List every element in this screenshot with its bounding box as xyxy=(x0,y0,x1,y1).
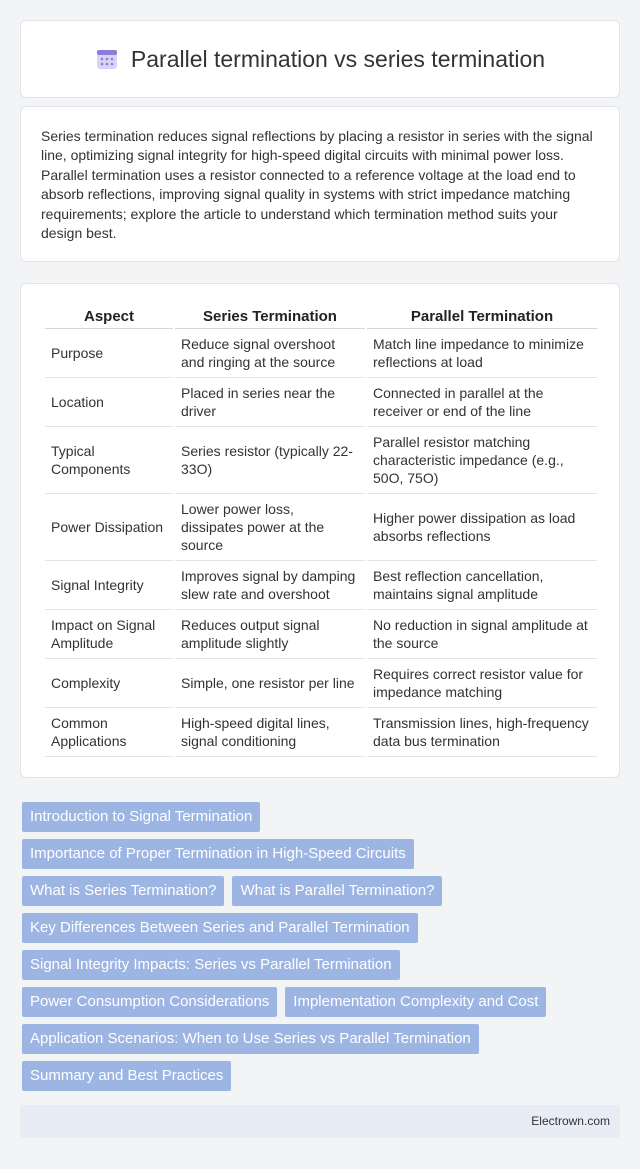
cell-aspect: Typical Components xyxy=(45,427,173,494)
footer-site-name: Electrown.com xyxy=(531,1114,610,1128)
cell-parallel: Transmission lines, high-frequency data bus termination xyxy=(367,708,597,757)
cell-parallel: Best reflection cancellation, maintains signal amplitude xyxy=(367,561,597,610)
intro-text: Series termination reduces signal reflections by placing a resistor in series with the signal line, optimizing signal integrity for high-speed digital circuits with minimal power loss. Parallel termination uses a resistor connected to a reference voltage at the load end to absorb reflections, improving signal quality in systems with strict impedance matching requirements; explore the article to understand which termination method suits your design best. xyxy=(41,128,593,242)
tag-signal-integrity-impacts[interactable]: Signal Integrity Impacts: Series vs Parallel Termination xyxy=(22,950,400,980)
cell-aspect: Purpose xyxy=(45,329,173,378)
header-series: Series Termination xyxy=(175,304,365,329)
cell-aspect: Power Dissipation xyxy=(45,494,173,561)
cell-series: Series resistor (typically 22-33O) xyxy=(175,427,365,494)
tag-summary-best-practices[interactable]: Summary and Best Practices xyxy=(22,1061,231,1091)
comparison-table xyxy=(43,304,599,757)
cell-series: Reduce signal overshoot and ringing at the source xyxy=(175,329,365,378)
header-aspect: Aspect xyxy=(45,304,173,329)
cell-series: Placed in series near the driver xyxy=(175,378,365,427)
tag-implementation-complexity[interactable]: Implementation Complexity and Cost xyxy=(285,987,546,1017)
tag-importance-proper-termination[interactable]: Importance of Proper Termination in High-Speed Circuits xyxy=(22,839,414,869)
table-header-row xyxy=(45,304,597,329)
tag-key-differences[interactable]: Key Differences Between Series and Parallel Termination xyxy=(22,913,418,943)
cell-parallel: Higher power dissipation as load absorbs reflections xyxy=(367,494,597,561)
table-row xyxy=(45,378,597,427)
table-row xyxy=(45,427,597,494)
tag-application-scenarios[interactable]: Application Scenarios: When to Use Series vs Parallel Termination xyxy=(22,1024,479,1054)
cell-aspect: Complexity xyxy=(45,659,173,708)
table-row xyxy=(45,610,597,659)
cell-series: Reduces output signal amplitude slightly xyxy=(175,610,365,659)
cell-parallel: Connected in parallel at the receiver or end of the line xyxy=(367,378,597,427)
calendar-icon xyxy=(95,47,119,71)
cell-aspect: Impact on Signal Amplitude xyxy=(45,610,173,659)
cell-parallel: Requires correct resistor value for impedance matching xyxy=(367,659,597,708)
intro-card xyxy=(20,106,620,262)
cell-parallel: Match line impedance to minimize reflections at load xyxy=(367,329,597,378)
cell-series: High-speed digital lines, signal conditioning xyxy=(175,708,365,757)
topic-tags xyxy=(22,802,618,1091)
page-title: Parallel termination vs series termination xyxy=(130,45,546,72)
header-parallel: Parallel Termination xyxy=(367,304,597,329)
tag-what-is-parallel[interactable]: What is Parallel Termination? xyxy=(232,876,442,906)
cell-aspect: Signal Integrity xyxy=(45,561,173,610)
table-row xyxy=(45,708,597,757)
title-card xyxy=(20,20,620,98)
tag-intro-signal-termination[interactable]: Introduction to Signal Termination xyxy=(22,802,260,832)
comparison-card xyxy=(20,283,620,778)
cell-aspect: Location xyxy=(45,378,173,427)
cell-series: Improves signal by damping slew rate and overshoot xyxy=(175,561,365,610)
table-row xyxy=(45,494,597,561)
cell-parallel: No reduction in signal amplitude at the source xyxy=(367,610,597,659)
cell-series: Simple, one resistor per line xyxy=(175,659,365,708)
tag-power-consumption[interactable]: Power Consumption Considerations xyxy=(22,987,277,1017)
tag-what-is-series[interactable]: What is Series Termination? xyxy=(22,876,224,906)
footer xyxy=(20,1105,620,1138)
cell-aspect: Common Applications xyxy=(45,708,173,757)
table-row xyxy=(45,329,597,378)
cell-series: Lower power loss, dissipates power at the source xyxy=(175,494,365,561)
table-row xyxy=(45,659,597,708)
cell-parallel: Parallel resistor matching characteristic impedance (e.g., 50O, 75O) xyxy=(367,427,597,494)
table-row xyxy=(45,561,597,610)
